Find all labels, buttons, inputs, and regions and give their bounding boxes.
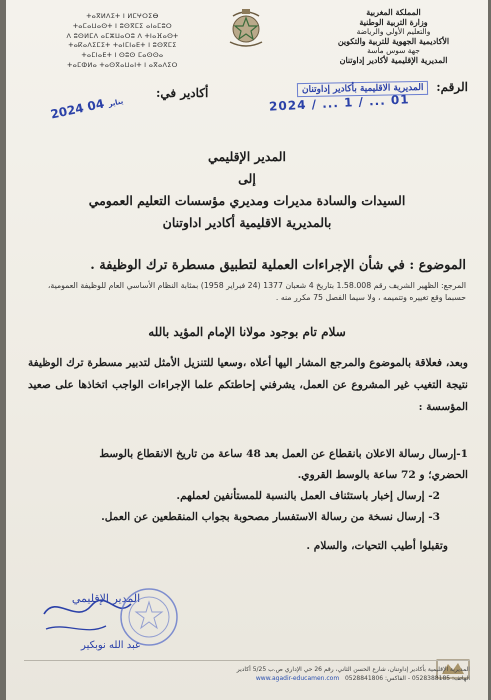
list-item: 1-إرسال رسالة الاعلان بانقطاع عن العمل بعد 48 ساعة من تاريخ الانقطاع بالوسط: [99, 448, 468, 460]
official-seal-icon: [118, 586, 180, 648]
reference-stamp: المديرية الاقليمية بأكادير إداوتنان: [296, 81, 428, 97]
list-item: 2- إرسال إخبار باستئناف العمل بالنسبة للمستأنفين لعملهم.: [176, 490, 440, 502]
footer-website-link[interactable]: www.agadir-educamen.com: [255, 675, 340, 682]
header-line: المديرية الإقليمية لأكادير إداوتنان: [339, 54, 448, 65]
greeting: سلام تام بوجود مولانا الإمام المؤيد بالله: [148, 325, 346, 339]
reference-label: الرقم:: [436, 80, 468, 94]
address-block: [46, 146, 448, 234]
footer-phone: الهاتف: 0528388185 - الفاكس: 0528841806: [344, 675, 470, 682]
header-line: جهة سوس ماسة: [367, 46, 420, 56]
header-line: ⵜⴰⵎⴰⵡⴰⵙⵜ ⵏ ⵓⵙⴳⵎⵉ ⴰⵏⴰⵎⵓⵔ: [73, 21, 172, 30]
body-paragraph: وبعد، فعلاقة بالموضوع والمرجع المشار اليها أعلاه ،وسعيا للتنزيل الأمثل لتدبير مسطرة ترك الوظيفة نتيجة التغيب غير المشروع عن العمل، يشرفني إحاطتكم علما الإجراءات الواجب اتخاذها على صعيد المؤسسة :: [28, 357, 468, 413]
header-line: ⵜⴰⴳⵍⴷⵉⵜ ⵏ ⵍⵎⵖⵔⵉⴱ: [86, 12, 159, 20]
to-label: إلى: [238, 171, 256, 186]
list-item: 3- إرسال نسخة من رسالة الاستفسار مصحوبة بجواب المنقطعين عن العمل.: [101, 511, 440, 523]
letter-page: [6, 0, 488, 700]
header-arabic: [311, 8, 476, 66]
recipients: السيدات والسادة مديرات ومديري مؤسسات التعليم العمومي: [88, 193, 406, 208]
date-year: 2024: [49, 100, 85, 122]
sender-title: المدير الإقليمي: [208, 149, 286, 164]
footer: [24, 660, 470, 683]
reference-number: 2024 / ... 1 / ... 01: [269, 92, 411, 114]
header-line: ⵜⴰⵎⵀⵍⴰ ⵜⴰⵙⴳⴰⵡⴰⵏⵜ ⵏ ⴰⴳⴰⴷⵉⵔ: [67, 60, 178, 69]
header-line: ⴷ ⵓⵙⵍⵎⴷ ⴰⵎⵣⵡⴰⵔⵓ ⴷ ⵜⵏⴰⴼⴰⵙⵜ: [66, 31, 179, 40]
date-month: يناير: [107, 97, 125, 109]
date-label: أكادير في:: [156, 86, 209, 100]
header-line: المملكة المغربية: [366, 7, 421, 17]
header-line: وزارة التربية الوطنية: [359, 16, 428, 27]
region: بالمديرية الاقليمية أكادير اداوتنان: [162, 215, 332, 230]
closing-line: وتقبلوا أطيب التحيات، والسلام .: [306, 540, 448, 552]
date-stamp: [49, 93, 124, 122]
signature-name: عبد الله نوبكير: [81, 640, 141, 651]
header-line: والتعليم الأولي والرياضة: [356, 27, 431, 37]
steps-list: [28, 444, 468, 528]
header-line: ⵜⴰⴽⴰⴷⵉⵎⵉⵜ ⵜⴰⵏⵎⵏⴰⴹⵜ ⵏ ⵓⵙⴳⵎⵉ: [68, 41, 177, 50]
signature-title: المدير الإقليمي: [71, 592, 141, 605]
header-line: ⵜⴰⵎⵏⴰⴹⵜ ⵏ ⵙⵓⵙ ⵎⴰⵙⵙⴰ: [81, 51, 164, 60]
header-tifinagh: [40, 12, 205, 71]
list-item: الحضري؛ و 72 ساعة بالوسط القروي.: [297, 469, 468, 481]
reference-note: المرجع: الظهير الشريف رقم 1.58.008 بتاريخ 4 شعبان 1377 (24 فبراير 1958) بمثابة النظام الأساسي العام للوظيفة العمومية، حسبما وقع تغييره وتتميمه ، ولا سيما الفصل 75 مكرر منه .: [47, 281, 466, 302]
footer-address: المديرية الإقليمية بأكادير إداوتنان، شارع الحسن الثاني، رقم 26 حي الإداري ص.ب 5/25 أكادير: [236, 666, 470, 673]
subject-line: الموضوع : في شأن الإجراءات العملية لتطبيق مسطرة ترك الوظيفة .: [90, 258, 466, 273]
header-line: الأكاديمية الجهوية للتربية والتكوين: [337, 35, 450, 46]
date-day: 04: [86, 96, 106, 114]
coat-of-arms-icon: [224, 6, 268, 50]
